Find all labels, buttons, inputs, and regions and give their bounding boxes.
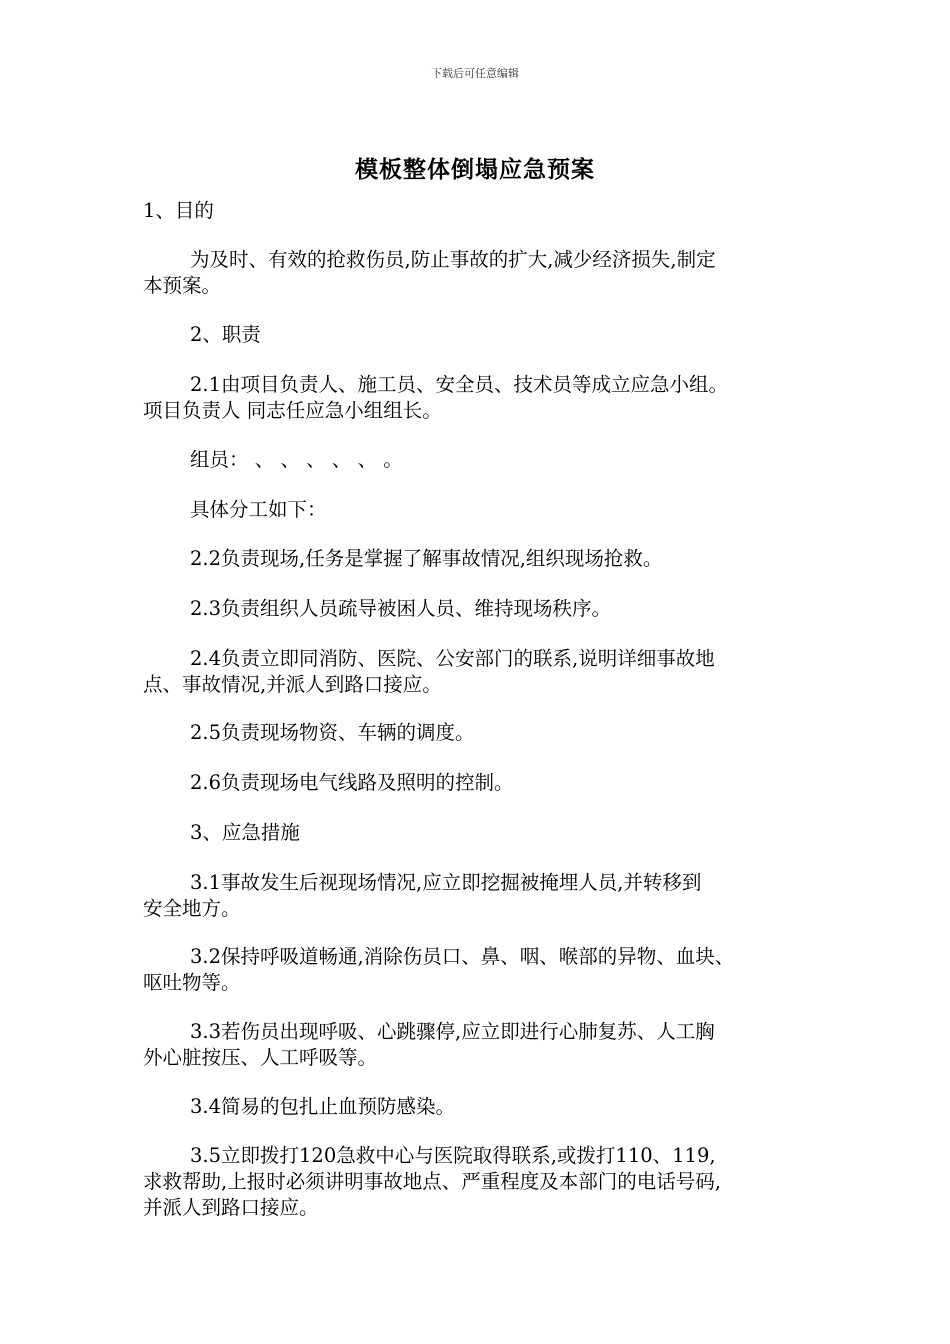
item-3-3 — [143, 1019, 823, 1071]
paragraph-line: 3.4简易的包扎止血预防感染。 — [190, 1095, 456, 1118]
item-3-5 — [143, 1143, 823, 1221]
section-2-heading-text: 2、职责 — [190, 323, 261, 346]
division-line — [143, 497, 823, 523]
section-1-paragraph — [143, 247, 823, 299]
paragraph-line: 项目负责人 同志任应急小组组长。 — [143, 399, 442, 422]
item-2-3 — [143, 596, 823, 622]
paragraph-line: 本预案。 — [143, 274, 222, 297]
members-text: 组员： 、 、 、 、 、 。 — [190, 448, 403, 471]
document-title: 模板整体倒塌应急预案 — [355, 157, 595, 183]
paragraph-line: 安全地方。 — [143, 897, 241, 920]
paragraph-line: 求救帮助,上报时必须讲明事故地点、严重程度及本部门的电话号码, — [143, 1170, 721, 1193]
members-line — [143, 447, 823, 473]
paragraph-line: 2.2负责现场,任务是掌握了解事故情况,组织现场抢救。 — [190, 547, 663, 570]
item-2-4 — [143, 646, 823, 698]
paragraph-line: 2.1由项目负责人、施工员、安全员、技术员等成立应急小组。 — [190, 373, 729, 396]
paragraph-line: 3.1事故发生后视现场情况,应立即挖掘被掩埋人员,并转移到 — [190, 871, 702, 894]
paragraph-line: 3.3若伤员出现呼吸、心跳骤停,应立即进行心肺复苏、人工胸 — [190, 1020, 715, 1043]
paragraph-line: 点、事故情况,并派人到路口接应。 — [143, 673, 442, 696]
item-2-6 — [143, 770, 823, 796]
division-text: 具体分工如下： — [190, 498, 327, 521]
paragraph-line: 3.2保持呼吸道畅通,消除伤员口、鼻、咽、喉部的异物、血块、 — [190, 945, 735, 968]
paragraph-line: 2.5负责现场物资、车辆的调度。 — [190, 721, 475, 744]
paragraph-line: 3.5立即拨打120急救中心与医院取得联系,或拨打110、119, — [190, 1144, 716, 1167]
paragraph-line: 并派人到路口接应。 — [143, 1196, 319, 1219]
section-3-heading-text: 3、应急措施 — [190, 821, 300, 844]
paragraph-line: 2.6负责现场电气线路及照明的控制。 — [190, 771, 514, 794]
item-3-2 — [143, 944, 823, 996]
paragraph-line: 2.4负责立即同消防、医院、公安部门的联系,说明详细事故地 — [190, 647, 715, 670]
section-1-heading — [143, 198, 823, 224]
item-2-1 — [143, 372, 823, 424]
paragraph-line: 外心脏按压、人工呼吸等。 — [143, 1046, 378, 1069]
item-3-4 — [143, 1094, 823, 1120]
paragraph-line: 呕吐物等。 — [143, 971, 241, 994]
item-3-1 — [143, 870, 823, 922]
header-note: 下载后可任意编辑 — [431, 67, 519, 80]
item-2-5 — [143, 720, 823, 746]
section-2-heading — [143, 322, 823, 348]
section-3-heading — [143, 820, 823, 846]
paragraph-line: 2.3负责组织人员疏导被困人员、维持现场秩序。 — [190, 597, 612, 620]
paragraph-line: 为及时、有效的抢救伤员,防止事故的扩大,减少经济损失,制定 — [190, 248, 716, 271]
section-1-heading-text: 1、目的 — [143, 199, 214, 222]
item-2-2 — [143, 546, 823, 572]
